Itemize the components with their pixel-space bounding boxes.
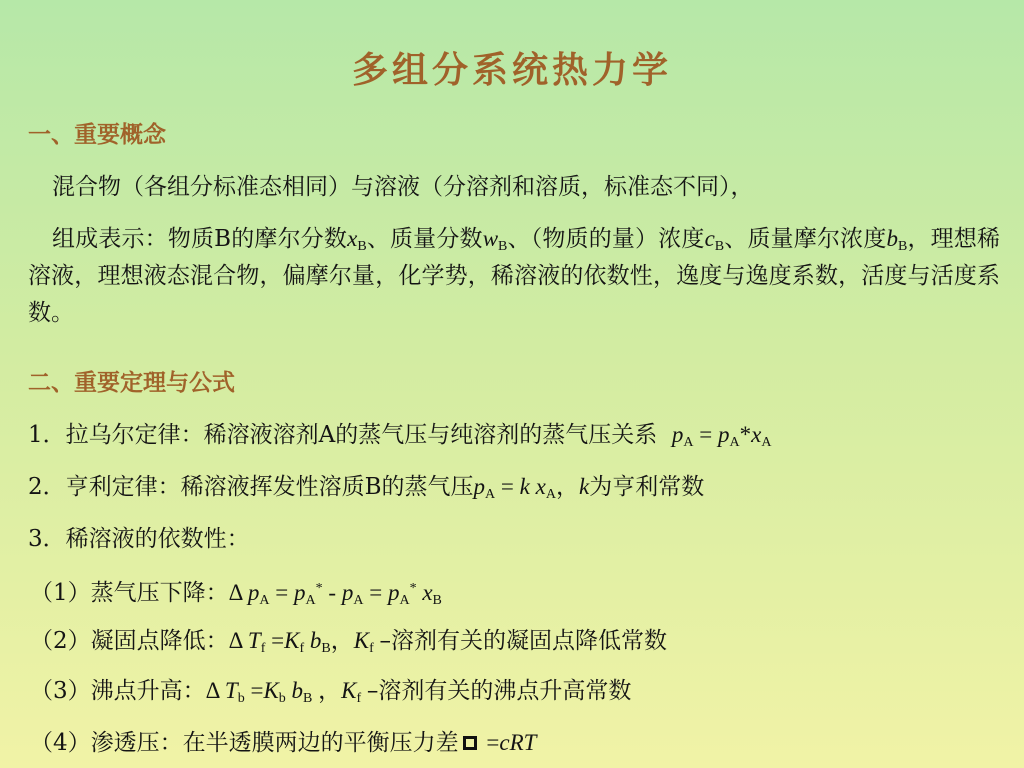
- mixture-definition: 混合物（各组分标准态相同）与溶液（分溶剂和溶质，标准态不同），: [52, 174, 754, 200]
- freezing-point-depression: [30, 626, 667, 656]
- composition-text-a: 组成表示：物质B的摩尔分数: [52, 226, 348, 252]
- composition-text-c: 、（物质的量）浓度: [507, 226, 705, 252]
- raoult-law: [28, 420, 771, 450]
- raoult-formula: $p_A = p_A*x_A$: [671, 422, 772, 450]
- concentration-symbol: c: [704, 226, 715, 251]
- section-2-heading: 二、重要定理与公式: [28, 369, 235, 396]
- molality-sub: B: [898, 239, 908, 254]
- item-2-label: （2）凝固点降低：: [30, 628, 229, 654]
- raoult-text: 1．拉乌尔定律：稀溶液溶剂A的蒸气压与纯溶剂的蒸气压关系: [28, 422, 658, 448]
- henry-formula: $p_A = k$ $x_A$: [473, 474, 556, 502]
- osmotic-pressure: （4）渗透压：在半透膜两边的平衡压力差 =cRT: [30, 730, 537, 756]
- henry-tail: 为亨利常数: [589, 474, 705, 500]
- boiling-point-elevation: [30, 676, 631, 706]
- vapor-pressure-formula: Δ $p_A = p_A^* - p_A = p_A^*$ $x_B$: [228, 580, 442, 608]
- section-1-heading: 一、重要概念: [28, 121, 166, 148]
- composition-text-b: 、质量分数: [366, 226, 483, 252]
- colligative-heading: 3．稀溶液的依数性：: [28, 526, 250, 552]
- freezing-point-formula: Δ $T_f =K_f$ $b_B$，$K_f$: [228, 628, 374, 656]
- mole-fraction-symbol: x: [347, 226, 358, 251]
- boiling-point-formula: Δ $T_b =K_b$ $b_B$ ，$K_f$: [205, 678, 362, 706]
- boiling-point-tail: –溶剂有关的沸点升高常数: [366, 678, 632, 704]
- molality-symbol: b: [886, 226, 898, 251]
- henry-law: 2．亨利定律：稀溶液挥发性溶质B的蒸气压$p_A = k$ $x_A$，k为亨利常数: [28, 474, 705, 502]
- mass-fraction-symbol: w: [482, 226, 499, 251]
- composition-paragraph: [28, 220, 1000, 332]
- freezing-point-tail: –溶剂有关的凝固点降低常数: [379, 628, 667, 654]
- composition-text-e: ，理想稀溶液，理想液态混合物，偏摩尔量，化学势，稀溶液的依数性，逸度与逸度系数，活度与活度系数。: [28, 226, 1001, 326]
- composition-text-d: 、质量摩尔浓度: [724, 226, 887, 252]
- item-1-label: （1）蒸气压下降：: [30, 580, 229, 606]
- slide-title: 多组分系统热力学: [351, 49, 672, 91]
- concentration-sub: B: [714, 239, 725, 254]
- missing-glyph-box-icon: [463, 736, 477, 750]
- mole-fraction-sub: B: [357, 239, 367, 254]
- osmotic-formula: cRT: [499, 730, 537, 755]
- item-4-label: （4）渗透压：在半透膜两边的平衡压力差: [30, 730, 459, 756]
- item-3-label: （3）沸点升高：: [30, 678, 206, 704]
- henry-text: 2．亨利定律：稀溶液挥发性溶质B的蒸气压: [28, 474, 474, 500]
- mass-fraction-sub: B: [498, 239, 508, 254]
- vapor-pressure-lowering: [30, 578, 442, 608]
